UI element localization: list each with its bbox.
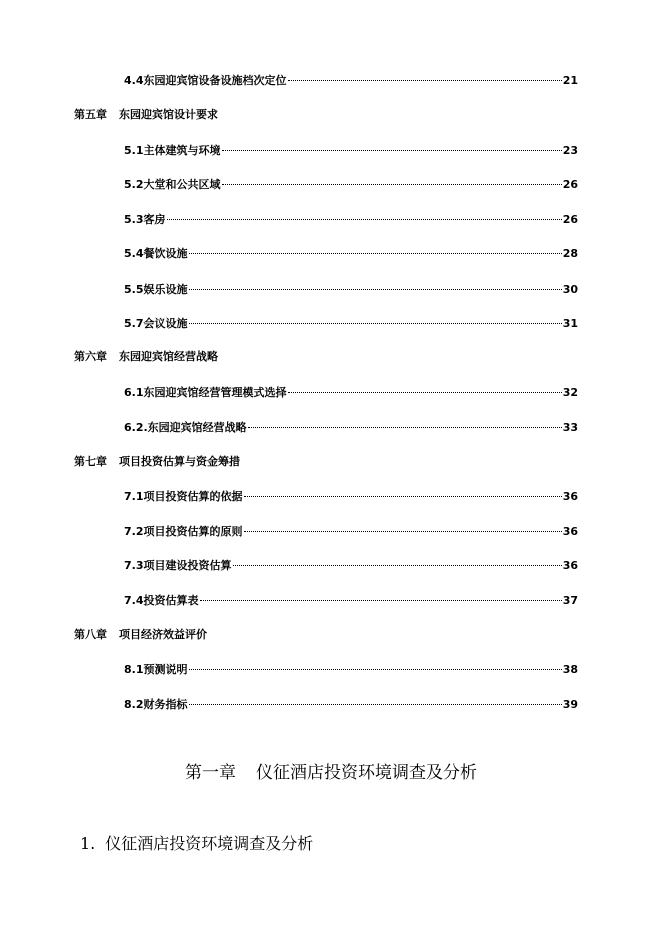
dot-leader [189,663,562,670]
toc-chapter-number: 第七章 [74,455,107,468]
toc-entry-page: 36 [562,525,578,538]
dot-leader [189,698,562,705]
dot-leader [244,490,562,497]
dot-leader [222,144,562,151]
toc-entry-number: 8.1 [124,663,144,676]
section-heading-title: 仪征酒店投资环境调查及分析 [105,834,314,853]
toc-entry-number: 5.1 [124,144,144,157]
toc-entry-4-4[interactable] [124,74,578,88]
toc-entry-7-3[interactable] [124,559,578,573]
toc-entry-title: 会议设施 [143,317,188,330]
section-heading [80,833,313,855]
toc-chapter-8[interactable] [74,628,578,642]
toc-chapter-number: 第五章 [74,108,107,121]
toc-entry-number: 5.4 [124,247,144,260]
toc-entry-title: 客房 [143,213,166,226]
toc-entry-number: 6.1 [124,386,144,399]
toc-entry-page: 23 [562,144,578,157]
dot-leader [244,525,562,532]
toc-entry-title: 主体建筑与环境 [143,144,221,157]
toc-entry-title: 娱乐设施 [143,283,188,296]
dot-leader [189,247,562,254]
toc-entry-8-1[interactable] [124,663,578,677]
toc-entry-page: 26 [562,178,578,191]
toc-entry-title: 餐饮设施 [143,247,188,260]
toc-chapter-7[interactable] [74,455,578,469]
toc-entry-number: 4.4 [124,74,144,87]
toc-chapter-title: 项目经济效益评价 [119,628,207,641]
toc-entry-page: 38 [562,663,578,676]
toc-entry-title: 东园迎宾馆设备设施档次定位 [143,74,287,87]
toc-entry-number: 7.2 [124,525,144,538]
chapter-heading [0,762,662,784]
dot-leader [288,386,562,393]
toc-entry-page: 31 [562,317,578,330]
toc-entry-page: 39 [562,698,578,711]
toc-entry-5-1[interactable] [124,144,578,158]
toc-chapter-number: 第六章 [74,350,107,363]
toc-entry-number: 5.2 [124,178,144,191]
toc-entry-number: 6.2. [124,421,148,434]
dot-leader [288,74,562,81]
dot-leader [233,559,562,566]
dot-leader [189,283,562,290]
toc-entry-number: 7.4 [124,594,144,607]
toc-entry-7-2[interactable] [124,525,578,539]
toc-chapter-title: 东园迎宾馆设计要求 [119,108,218,121]
toc-entry-8-2[interactable] [124,698,578,712]
toc-entry-title: 项目投资估算的依据 [143,490,243,503]
toc-entry-5-4[interactable] [124,247,578,261]
section-heading-number: 1. [80,834,96,853]
toc-entry-page: 32 [562,386,578,399]
dot-leader [248,421,562,428]
toc-entry-title: 项目建设投资估算 [143,559,232,572]
toc-entry-5-2[interactable] [124,178,578,192]
toc-entry-title: 财务指标 [143,698,188,711]
toc-entry-7-1[interactable] [124,490,578,504]
toc-entry-title: 投资估算表 [143,594,199,607]
chapter-heading-title: 仪征酒店投资环境调查及分析 [256,763,477,783]
toc-entry-page: 30 [562,283,578,296]
dot-leader [200,594,562,601]
toc-entry-title: 大堂和公共区域 [143,178,221,191]
toc-entry-title: 项目投资估算的原则 [143,525,243,538]
toc-entry-6-1[interactable] [124,386,578,400]
toc-entry-number: 5.5 [124,283,144,296]
toc-entry-page: 33 [562,421,578,434]
toc-entry-number: 5.7 [124,317,144,330]
toc-entry-page: 28 [562,247,578,260]
toc-entry-5-3[interactable] [124,213,578,227]
toc-chapter-5[interactable] [74,108,578,122]
toc-entry-page: 36 [562,490,578,503]
toc-entry-title: 预测说明 [143,663,188,676]
toc-chapter-title: 项目投资估算与资金筹措 [119,455,240,468]
toc-chapter-title: 东园迎宾馆经营战略 [119,350,218,363]
dot-leader [222,178,562,185]
toc-entry-number: 8.2 [124,698,144,711]
dot-leader [189,317,562,324]
toc-chapter-number: 第八章 [74,628,107,641]
toc-entry-title: 东园迎宾馆经营管理模式选择 [143,386,287,399]
toc-entry-5-5[interactable] [124,283,578,297]
toc-entry-number: 5.3 [124,213,144,226]
toc-entry-6-2[interactable] [124,421,578,435]
chapter-heading-number: 第一章 [185,763,236,783]
toc-entry-page: 26 [562,213,578,226]
toc-chapter-6[interactable] [74,350,578,364]
dot-leader [167,213,562,220]
toc-entry-7-4[interactable] [124,594,578,608]
toc-entry-title: 东园迎宾馆经营战略 [147,421,247,434]
toc-entry-number: 7.1 [124,490,144,503]
toc-entry-5-7[interactable] [124,317,578,331]
toc-entry-page: 36 [562,559,578,572]
toc-entry-number: 7.3 [124,559,144,572]
toc-entry-page: 21 [562,74,578,87]
toc-entry-page: 37 [562,594,578,607]
